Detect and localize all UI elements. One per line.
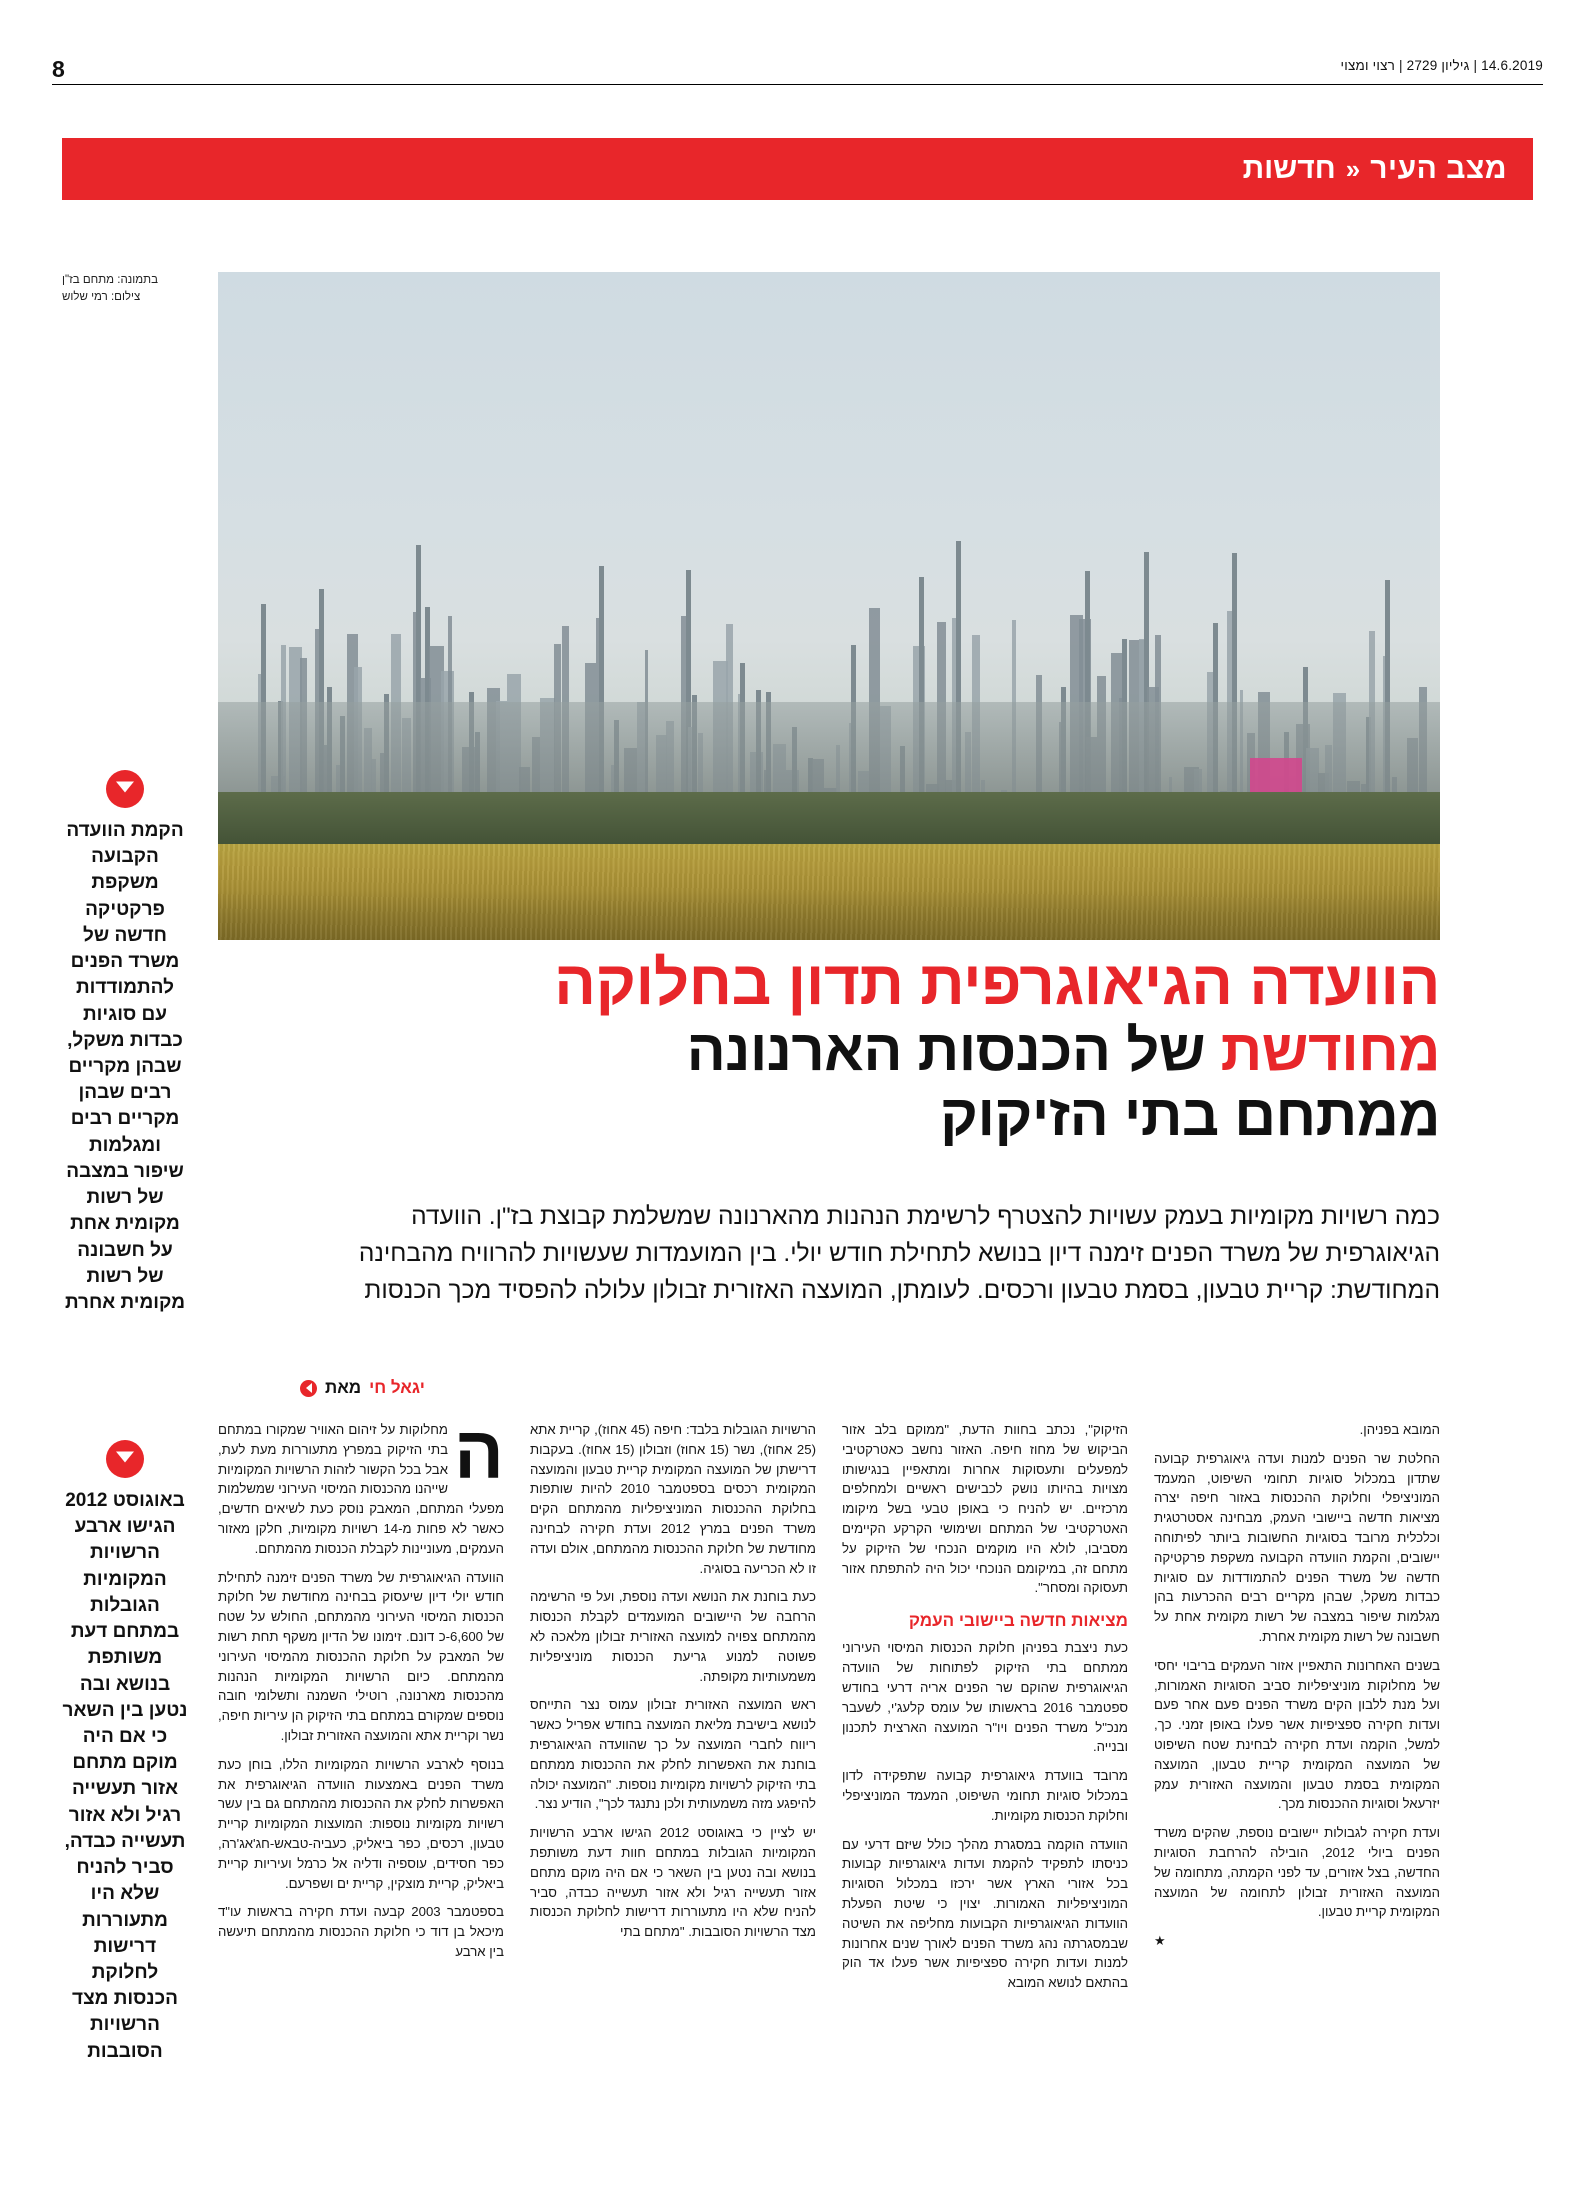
page-number: 8 xyxy=(52,56,65,82)
paragraph: בשנים האחרונות התאפיין אזור העמקים בריבוי יחסי של מחלוקות מוניציפליות סביב הסוגיות האמורות, ועל מנת ללבון הקים משרד הפנים פעם אחר פעם ועדות חקירה ספציפיות אשר פעלו באופן זמני. כך, למשל, הוקמה ועדת חקירה לבחינת שטח השיפוט של המועצה המקומית קריית טבעון, המועצה המקומית בסמת טבעון והמועצה האזורית עמק יזרעאל וסוגיות ההכנסות מכך. xyxy=(1154,1657,1440,1812)
headline-line-2 xyxy=(330,1018,1440,1084)
paragraph: ראש המועצה האזורית זבולון עמוס נצר התייחס לנושא בישיבת מליאת המועצה בחודש אפריל כאשר ריווח לחברי המועצה על כך שהוועדה הגיאוגרפית בוחנת את האפשרות לחלק את ההכנסות ממתחם בתי הזיקוק לרשויות מקומיות נוספות. "המועצה יכולה להיפגע מזה משמעותית ולכן נתנגד לכך", הודיע נצר. xyxy=(530,1697,816,1812)
paragraph: הוועדה הגיאוגרפית של משרד הפנים זימנה לתחילת חודש יולי דיון שיעסוק בבחינה מחודשת של חלוקת הכנסות המיסוי העירוני מהמתחם, החולש על שטח של 6,600-כ דונם. זימונו של הדיון משקף תחת רשות של המאבק על חלוקת ההכנסות מהמיסוי העירוני מהמתחם. כיום הרשויות המקומיות הנהנות מהכנסות מארנונה, רוטילי השמנה ותשלומי חובה נוספים שמקורם במתחם בתי הזיקוק הן עיריות חיפה, נשר וקריית אתא והמועצה האזורית זבולון. xyxy=(218,1569,505,1743)
article-deck: כמה רשויות מקומיות בעמק עשויות להצטרף לרשימת הנהנות מהארנונה שמשלמת קבוצת בז"ן. הוועדה הגיאוגרפית של משרד הפנים זימנה דיון בנושא לתחילת חודש יולי. בין המועמדות שעשויות להרוויח מהבחינה המחודשת: קריית טבעון, בסמת טבעון ורכסים. לעומתן, המועצה האזורית זבולון עלולה להפסיד מכך הכנסות xyxy=(358,1203,1440,1305)
article-column-3 xyxy=(842,1420,1128,2130)
headline-line-2-rest: של הכנסות הארנונה xyxy=(686,1018,1221,1084)
photo-credit-line-2: צילום: רמי שלוש xyxy=(62,290,141,303)
photo-credit xyxy=(62,272,188,305)
byline-author: יגאל חי xyxy=(369,1378,425,1397)
paragraph: יש לציין כי באוגוסט 2012 הגישו ארבע הרשויות המקומיות הגובלות במתחם חוות דעת משותפת בנושא ובה נטען בין השאר כי אם היה מוקם מתחם אזור תעשייה רגיל ולא אזור תעשייה כבדה, סביר להניח שלא היו מתעוררות דרישות לחלוקת הכנסות מצד הרשויות הסובבות. "מתחם בתי xyxy=(530,1825,816,1940)
paragraph: ועדת חקירה לגבולות יישובים נוספת, שהקים משרד הפנים ביולי 2012, הובילה להרחבת הסוגיות החדשה, בצל אזורים, עד לפני הקמתה, מתחומה של המועצה האזורית זבולון לתחומה של המועצה המקומית קריית טבעון. xyxy=(1154,1825,1440,1920)
paragraph: הרשויות הגובלות בלבד: חיפה (45 אחוז), קריית אתא (25 אחוז), נשר (15 אחוז) וזבולון (15 אחוז). בעקבות דרישתן של המועצה המקומית קריית טבעון והמועצה המקומית רכסים בספטמבר 2010 להיות שותפות בחלוקת ההכנסות המוניציפליות מהמתחם הקים משרד הפנים במרץ 2012 ועדת חקירה לבחינה מחודשת של חלוקת ההכנסות מהמתחם, אולם ועדה זו לא הכריעה בסוגיה. xyxy=(530,1422,816,1576)
photo-field xyxy=(218,844,1440,940)
article-column-2 xyxy=(530,1420,816,2130)
down-arrow-icon xyxy=(106,1440,144,1478)
section-banner-title: מצב העיר xyxy=(1370,152,1507,185)
section-subheading: מציאות חדשה ביישובי העמק xyxy=(908,1611,1128,1631)
paragraph: הוועדה הוקמה במסגרת מהלך כולל שיזם דרעי עם כניסתו לתפקיד להקמת ועדות גיאוגרפיות קבועות בכל אזורי הארץ אשר ירכזו במכלול הסוגיות המוניציפליות האמורות. יצוין כי שיטת הפעלת הוועדות הגיאוגרפיות הקבועות מחליפה את השיטה שבמסגרתה נהג משרד הפנים לאורך שנים אחרונות למנות ועדות חקירה ספציפיות אשר פעלו אד הוק בהתאם לנושא המובא xyxy=(842,1836,1128,1991)
paragraph: בספטמבר 2003 קבעה ועדת חקירה בראשות עו"ד מיכאל בן דוד כי חלוקת ההכנסות מהמתחם תיעשה בין ארבע xyxy=(218,1904,504,1959)
margin-pullquote-2 xyxy=(62,1440,188,2065)
end-mark: ★ xyxy=(1154,1933,1166,1949)
headline-line-2-red: מחודשת xyxy=(1220,1018,1440,1084)
paragraph: הזיקוק", נכתב בחוות הדעת, "ממוקם בלב אזור הביקוש של מחוז חיפה. האזור נחשב כאטרקטיבי למפעלים ותעסוקות אחרות ומתאפיין בנגישותו מצויות בהיותו נושק לכבישים ראשיים ולמחלפים מרכזיים. יש להניח כי באופן טבעי בשל מיקומו האטרקטיבי של המתחם ושימושי הקרקע הקיימים מסביבו, לולא היו מוקמים הנכחי של הזיקוק על מתחם זה, במיקומם הנוכחי יכול היה להתפתח אזור תעסוקה ומסחר". xyxy=(842,1422,1128,1596)
article-column-4 xyxy=(1154,1420,1440,2130)
refinery-photo xyxy=(218,272,1440,940)
headline xyxy=(330,949,1440,1152)
paragraph: המובא בפניהן. xyxy=(1359,1422,1440,1437)
photo-credit-line-1: בתמונה: מתחם בז"ן xyxy=(62,274,158,286)
down-arrow-icon xyxy=(106,770,144,808)
paragraph: החלטת שר הפנים למנות ועדה גיאוגרפית קבועה שתדון במכלול סוגיות תחומי השיפוט, המעמד המוניציפלי וחלוקת ההכנסות באזור חיפה יצרה מציאות חדשה ביישובי העמק, מבחינה אסטרטגית וכלכלית מרובד בסוגיות החשובות ביותר לפיתוחה יישובים, והקמת הוועדה הקבועה משקפת פרקטיקה חדשה של משרד הפנים להתמודדות עם סוגיות כבדות משקל, שבהן מקריים רבים ההכרעות בהן מגלמות שיפור במצבה של רשות מקומית אחת על חשבונה של רשות מקומית אחרת. xyxy=(1154,1450,1440,1644)
section-banner-kicker: חדשות xyxy=(1242,152,1336,185)
chevron-left-icon: « xyxy=(1345,153,1361,184)
article-column-1 xyxy=(218,1411,505,2130)
paragraph: כעת בוחנת את הנושא ועדה נוספת, ועל פי הרשימה הרחבה של היישובים המועמדים לקבלת הכנסות מהמתחם צפויה למועצה האזורית זבולון מלאכה לא פשוטה למנוע גריעת הכנסות מוניציפליות משמעותיות מקופתה. xyxy=(530,1589,816,1684)
paragraph: מרובד בוועדת גיאוגרפית קבועה שתפקידה לדון במכלול סוגיות תחומי השיפוט, המעמד המוניציפלי וחלוקת הכנסות מקומיות. xyxy=(842,1768,1128,1823)
byline-prefix: מאת xyxy=(325,1378,362,1397)
margin-pullquote-1 xyxy=(62,770,188,1316)
byline xyxy=(300,1378,1440,1398)
masthead-issue-line: 14.6.2019 | גיליון 2729 | רצוי ומצוי xyxy=(1340,58,1543,73)
byline-bullet-icon xyxy=(300,1380,317,1397)
headline-line-1: הוועדה הגיאוגרפית תדון בחלוקה xyxy=(554,949,1440,1018)
masthead xyxy=(52,58,1543,85)
paragraph: כעת ניצבת בפניהן חלוקת הכנסות המיסוי העירוני ממתחם בתי הזיקוק לפתוחות של הוועדה הגיאוגרפית שהוקם שר הפנים אריה דרעי בחודש ספטמבר 2016 בראשותו של עומס קלעג'י, לשעבר מנכ"ל משרד הפנים ויו"ר המועצה הארצית לתכנון ובנייה. xyxy=(842,1640,1129,1755)
paragraph: המחלוקות על זיהום האוויר שמקורו במתחם בתי הזיקוק במפרץ מתעוררות מעת לעת, אבל בכל הקשור לזהות הרשויות המקומיות שייהנו מהכנסות המיסוי העירוני שמשלמות מפעלי המתחם, המאבק נוסק כעת לשיאים חדשים, כאשר לא פחות מ-14 רשויות מקומיות, חלקן מאזור העמקים, מעוניינות לקבלת הכנסות מהמתחם. xyxy=(218,1411,504,1556)
section-banner xyxy=(62,138,1533,200)
headline-line-3: ממתחם בתי הזיקוק xyxy=(940,1083,1440,1149)
margin-pullquote-1-text: הקמת הוועדה הקבועה משקפת פרקטיקה חדשה של משרד הפנים להתמודדות עם סוגיות כבדות משקל, שבהן מקריים רבים שבהן מקריים רבים ומגלמות שיפור במצבה של רשות מקומית אחת על חשבונה של רשות מקומית אחרת xyxy=(64,820,186,1313)
paragraph: בנוסף לארבע הרשויות המקומיות הללו, בוחן כעת משרד הפנים באמצעות הוועדה הגיאוגרפית את האפשרות לחלק את ההכנסות מהמתחם גם בין עשר רשויות מקומיות נוספות: המועצות המקומיות קריית טבעון, רכסים, כפר ביאליק, כעביה-טבאש-חג'אג'רה, כפר חסידים, עוספיה ודליה אל כרמל ועיריות קריית ביאליק, קריית מוצקין, קריית ים ושפרעם. xyxy=(218,1756,504,1891)
article-body xyxy=(218,1411,1440,2130)
margin-pullquote-2-text: באוגוסט 2012 הגישו ארבע הרשויות המקומיות הגובלות במתחם דעת משותפת בנושא ובה נטען בין השאר כי אם היה מוקם מתחם אזור תעשייה רגיל ולא אזור תעשייה כבדה, סביר להניח שלא היו מתעוררות דרישות לחלוקת הכנסות מצד הרשויות הסובבות xyxy=(62,1490,188,2062)
